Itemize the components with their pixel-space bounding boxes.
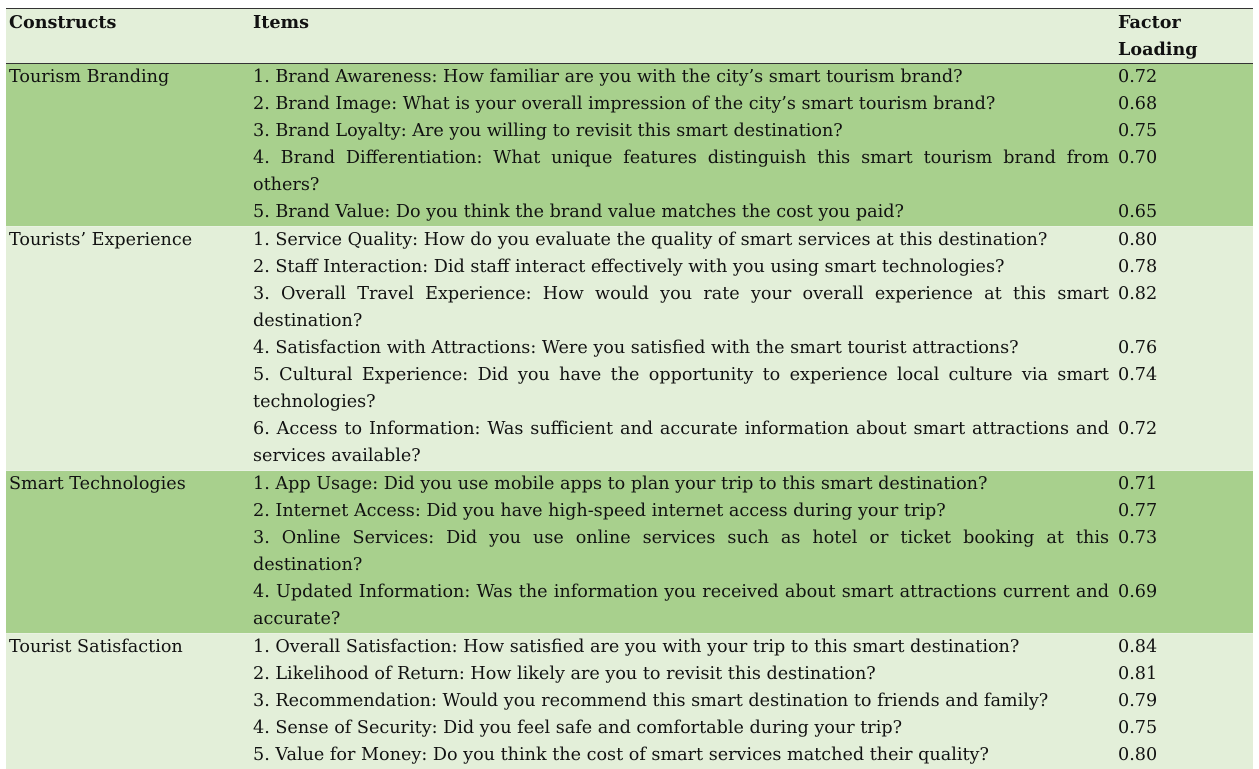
- table-row: [6, 579, 1253, 634]
- construct-cell: Tourism Branding: [6, 64, 250, 92]
- table-row: [6, 199, 1253, 227]
- table-row: [6, 471, 1253, 499]
- factor-loading-cell: 0.70: [1115, 145, 1253, 199]
- construct-cell-empty: [6, 199, 250, 227]
- table-header: [6, 9, 1253, 64]
- item-cell: 2. Staff Interaction: Did staff interact effectively with you using smart technologies?: [250, 254, 1115, 281]
- factor-loading-cell: 0.65: [1115, 199, 1253, 227]
- table-row: [6, 525, 1253, 579]
- table-body: [6, 64, 1253, 769]
- construct-cell-empty: [6, 688, 250, 715]
- table-row: [6, 281, 1253, 335]
- item-cell: 1. Overall Satisfaction: How satisfied are you with your trip to this smart destination?: [250, 634, 1115, 662]
- construct-cell-empty: [6, 281, 250, 335]
- item-cell: 6. Access to Information: Was sufficient and accurate information about smart attractions and services available?: [250, 416, 1115, 471]
- factor-loading-cell: 0.82: [1115, 281, 1253, 335]
- header-constructs: Constructs: [6, 9, 250, 64]
- table-row: [6, 118, 1253, 145]
- construct-cell: Smart Technologies: [6, 471, 250, 499]
- construct-cell-empty: [6, 661, 250, 688]
- item-cell: 1. Brand Awareness: How familiar are you with the city’s smart tourism brand?: [250, 64, 1115, 92]
- factor-loading-cell: 0.72: [1115, 416, 1253, 471]
- item-cell: 2. Internet Access: Did you have high-speed internet access during your trip?: [250, 498, 1115, 525]
- construct-cell: Tourist Satisfaction: [6, 634, 250, 662]
- table-row: [6, 145, 1253, 199]
- construct-cell: Tourists’ Experience: [6, 227, 250, 255]
- factor-loading-cell: 0.72: [1115, 64, 1253, 92]
- table-row: [6, 661, 1253, 688]
- table-row: [6, 416, 1253, 471]
- item-cell: 3. Overall Travel Experience: How would you rate your overall experience at this smart destination?: [250, 281, 1115, 335]
- construct-cell-empty: [6, 118, 250, 145]
- factor-loading-cell: 0.81: [1115, 661, 1253, 688]
- item-cell: 3. Recommendation: Would you recommend this smart destination to friends and family?: [250, 688, 1115, 715]
- item-cell: 3. Online Services: Did you use online services such as hotel or ticket booking at this destination?: [250, 525, 1115, 579]
- item-cell: 1. App Usage: Did you use mobile apps to plan your trip to this smart destination?: [250, 471, 1115, 499]
- construct-cell-empty: [6, 715, 250, 742]
- factor-loading-cell: 0.79: [1115, 688, 1253, 715]
- factor-loading-cell: 0.80: [1115, 227, 1253, 255]
- item-cell: 4. Satisfaction with Attractions: Were you satisfied with the smart tourist attractions?: [250, 335, 1115, 362]
- item-cell: 4. Brand Differentiation: What unique features distinguish this smart tourism brand from others?: [250, 145, 1115, 199]
- item-cell: 5. Brand Value: Do you think the brand value matches the cost you paid?: [250, 199, 1115, 227]
- factor-loading-cell: 0.77: [1115, 498, 1253, 525]
- factor-loading-cell: 0.75: [1115, 715, 1253, 742]
- construct-cell-empty: [6, 579, 250, 634]
- item-cell: 5. Cultural Experience: Did you have the opportunity to experience local culture via smart technologies?: [250, 362, 1115, 416]
- factor-loading-table-container: [6, 8, 1253, 769]
- factor-loading-table: [6, 9, 1253, 769]
- factor-loading-cell: 0.69: [1115, 579, 1253, 634]
- header-items: Items: [250, 9, 1115, 64]
- table-row: [6, 362, 1253, 416]
- table-row: [6, 688, 1253, 715]
- construct-cell-empty: [6, 416, 250, 471]
- construct-cell-empty: [6, 362, 250, 416]
- header-factor-loading: Factor Loading: [1115, 9, 1253, 64]
- factor-loading-cell: 0.68: [1115, 91, 1253, 118]
- factor-loading-cell: 0.84: [1115, 634, 1253, 662]
- construct-cell-empty: [6, 525, 250, 579]
- item-cell: 3. Brand Loyalty: Are you willing to revisit this smart destination?: [250, 118, 1115, 145]
- factor-loading-cell: 0.78: [1115, 254, 1253, 281]
- construct-cell-empty: [6, 498, 250, 525]
- table-row: [6, 64, 1253, 92]
- table-row: [6, 634, 1253, 662]
- factor-loading-cell: 0.80: [1115, 742, 1253, 769]
- factor-loading-cell: 0.74: [1115, 362, 1253, 416]
- factor-loading-cell: 0.71: [1115, 471, 1253, 499]
- item-cell: 1. Service Quality: How do you evaluate the quality of smart services at this destination?: [250, 227, 1115, 255]
- table-row: [6, 715, 1253, 742]
- factor-loading-cell: 0.75: [1115, 118, 1253, 145]
- construct-cell-empty: [6, 335, 250, 362]
- table-row: [6, 498, 1253, 525]
- construct-cell-empty: [6, 254, 250, 281]
- item-cell: 4. Sense of Security: Did you feel safe and comfortable during your trip?: [250, 715, 1115, 742]
- table-row: [6, 335, 1253, 362]
- table-row: [6, 91, 1253, 118]
- construct-cell-empty: [6, 145, 250, 199]
- item-cell: 4. Updated Information: Was the information you received about smart attractions current and accurate?: [250, 579, 1115, 634]
- construct-cell-empty: [6, 91, 250, 118]
- item-cell: 5. Value for Money: Do you think the cost of smart services matched their quality?: [250, 742, 1115, 769]
- factor-loading-cell: 0.73: [1115, 525, 1253, 579]
- table-row: [6, 227, 1253, 255]
- item-cell: 2. Brand Image: What is your overall impression of the city’s smart tourism brand?: [250, 91, 1115, 118]
- header-row: [6, 9, 1253, 64]
- table-row: [6, 254, 1253, 281]
- item-cell: 2. Likelihood of Return: How likely are you to revisit this destination?: [250, 661, 1115, 688]
- factor-loading-cell: 0.76: [1115, 335, 1253, 362]
